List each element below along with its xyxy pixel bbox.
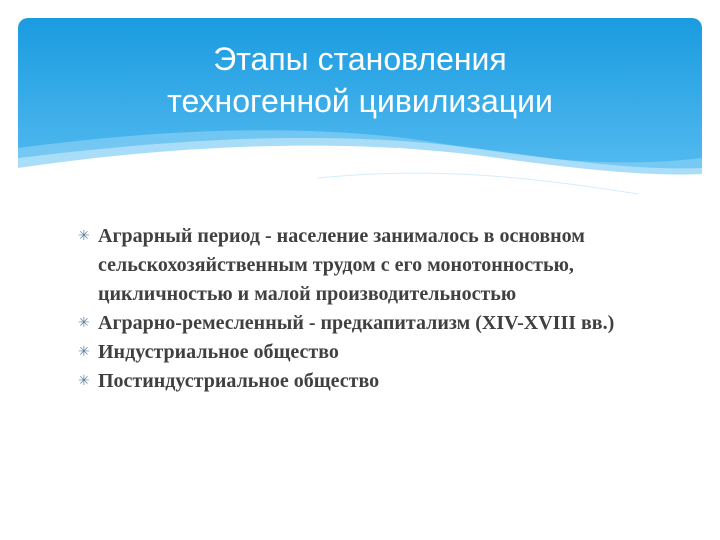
- bullet-text: Аграрный период - население занималось в основном сельскохозяйственным трудом с его монотонностью, цикличностью и малой производительностью: [98, 225, 585, 305]
- asterisk-icon: ✳: [78, 373, 90, 389]
- slide-title: [18, 38, 702, 122]
- asterisk-icon: ✳: [78, 344, 90, 360]
- list-item: [78, 309, 638, 338]
- bullet-text: Аграрно-ремесленный - предкапитализм (XIV-XVIII вв.): [98, 312, 615, 334]
- slide-title-line-2: техногенной цивилизации: [167, 83, 553, 119]
- asterisk-icon: ✳: [78, 315, 90, 331]
- list-item: [78, 338, 638, 367]
- bullet-text: Индустриальное общество: [98, 341, 339, 363]
- slide-title-line-1: Этапы становления: [213, 41, 507, 77]
- title-banner: [18, 18, 702, 203]
- bullet-list: [78, 222, 638, 396]
- bullet-text: Постиндустриальное общество: [98, 370, 380, 392]
- asterisk-icon: ✳: [78, 228, 90, 244]
- list-item: [78, 222, 638, 309]
- list-item: [78, 367, 638, 396]
